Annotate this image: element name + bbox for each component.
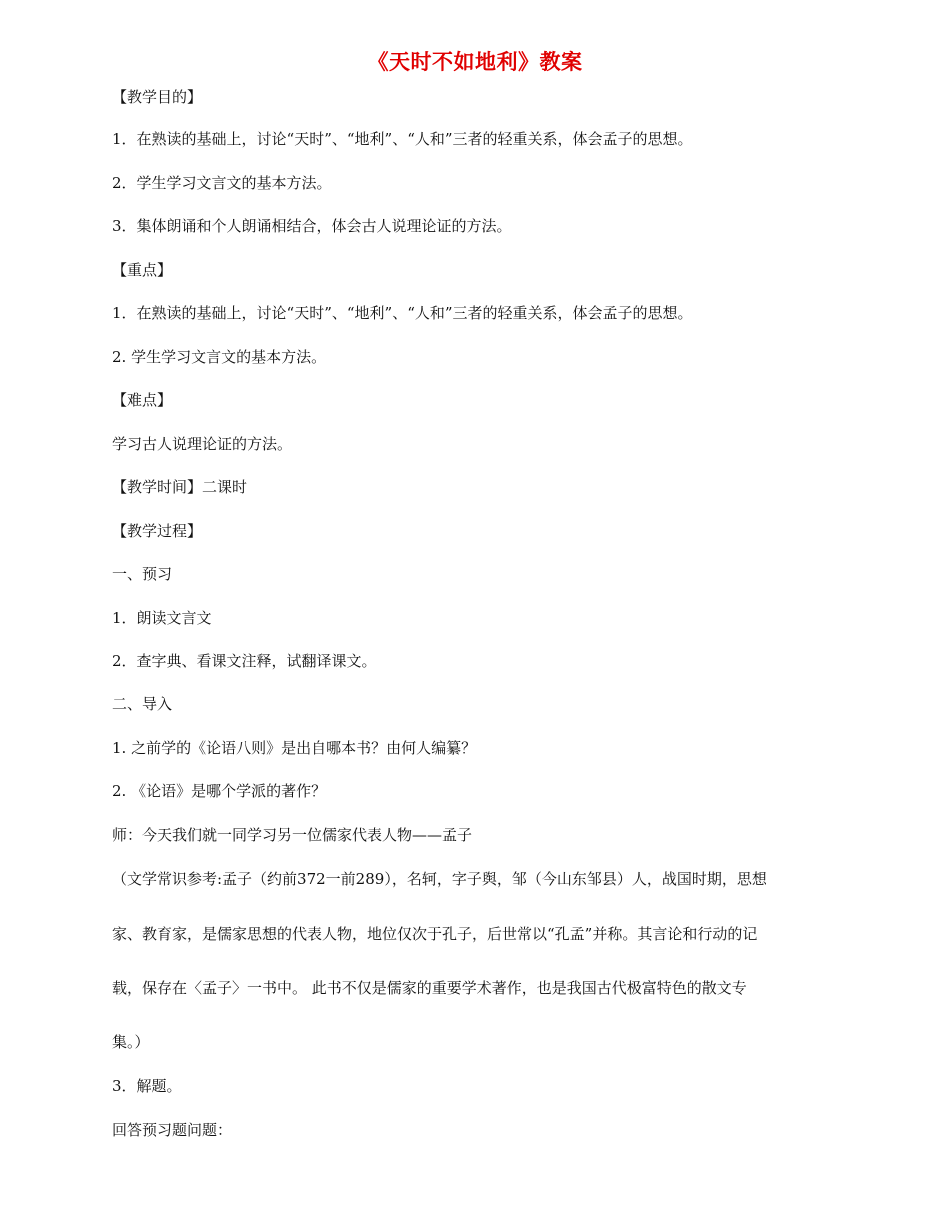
section-heading-time: 【教学时间】二课时 (112, 478, 248, 496)
section-heading-difficulties: 【难点】 (112, 391, 173, 409)
objective-item-2: 2．学生学习文言文的基本方法。 (112, 174, 332, 192)
difficulty-text: 学习古人说理论证的方法。 (112, 435, 293, 453)
preview-item-1: 1．朗读文言文 (112, 609, 212, 627)
intro-question-1: 1. 之前学的《论语八则》是出自哪本书？由何人编纂？ (112, 739, 477, 757)
literature-note-line-1: （文学常识参考:孟子（约前372一前289），名轲，字子舆，邹（今山东邹县）人，战国时期，思想 (112, 870, 767, 888)
objective-item-1: 1．在熟读的基础上，讨论“天时”、“地利”、“人和”三者的轻重关系，体会孟子的思想。 (112, 130, 693, 148)
section-heading-key-points: 【重点】 (112, 261, 173, 279)
document-title: 《天时不如地利》教案 (367, 50, 583, 74)
literature-note-line-2: 家、教育家，是儒家思想的代表人物，地位仅次于孔子，后世常以“孔孟”并称。其言论和行动的记 (112, 925, 758, 943)
teacher-line: 师：今天我们就一同学习另一位儒家代表人物——孟子 (112, 826, 473, 844)
objective-item-3: 3．集体朗诵和个人朗诵相结合，体会古人说理论证的方法。 (112, 217, 512, 235)
literature-note-line-4: 集。） (112, 1033, 150, 1051)
section-heading-objectives: 【教学目的】 (112, 88, 203, 106)
intro-question-2: 2. 《论语》是哪个学派的著作？ (112, 782, 327, 800)
step-item-title-explain: 3．解题。 (112, 1077, 182, 1095)
key-point-item-2: 2. 学生学习文言文的基本方法。 (112, 348, 327, 366)
step-heading-intro: 二、导入 (112, 695, 173, 713)
key-point-item-1: 1．在熟读的基础上，讨论“天时”、“地利”、“人和”三者的轻重关系，体会孟子的思想。 (112, 304, 693, 322)
section-heading-process: 【教学过程】 (112, 522, 203, 540)
step-heading-preview: 一、预习 (112, 565, 173, 583)
literature-note-line-3: 载，保存在〈孟子〉一书中。 此书不仅是儒家的重要学术著作，也是我国古代极富特色的散文专 (112, 979, 747, 997)
preview-item-2: 2．查字典、看课文注释，试翻译课文。 (112, 652, 377, 670)
preview-questions-prompt: 回答预习题问题： (112, 1121, 233, 1139)
